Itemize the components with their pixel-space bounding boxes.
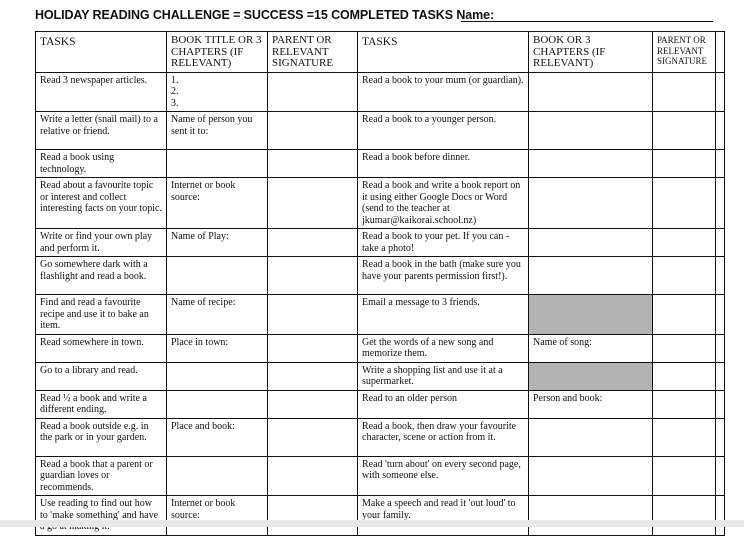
- task-right-cell: Read a book, then draw your favourite character, scene or action from it.: [358, 418, 529, 456]
- parent-signature-right-cell[interactable]: [653, 112, 716, 150]
- parent-signature-left-cell[interactable]: [268, 362, 358, 390]
- book-left-cell[interactable]: [167, 150, 268, 178]
- parent-signature-left-cell[interactable]: [268, 295, 358, 335]
- parent-signature-right-cell[interactable]: [653, 334, 716, 362]
- parent-signature-left-cell[interactable]: [268, 229, 358, 257]
- task-right-cell: Email a message to 3 friends.: [358, 295, 529, 335]
- book-left-cell[interactable]: [167, 390, 268, 418]
- bottom-scroll-edge: [0, 520, 744, 527]
- task-left-cell: Write a letter (snail mail) to a relative or friend.: [36, 112, 167, 150]
- task-left-cell: Read 3 newspaper articles.: [36, 72, 167, 112]
- extra-column-cell: [716, 112, 725, 150]
- column-header-parent-right: PARENT OR RELEVANT SIGNATURE: [653, 32, 716, 73]
- table-row: [36, 390, 725, 418]
- book-right-cell[interactable]: [529, 456, 653, 496]
- extra-column-cell: [716, 229, 725, 257]
- task-right-cell: Read 'turn about' on every second page, with someone else.: [358, 456, 529, 496]
- extra-column-cell: [716, 418, 725, 456]
- task-left-cell: Read a book using technology.: [36, 150, 167, 178]
- page-title: HOLIDAY READING CHALLENGE = SUCCESS =15 COMPLETED TASKS Name:: [35, 8, 495, 22]
- column-header-book-left: BOOK TITLE OR 3 CHAPTERS (IF RELEVANT): [167, 32, 268, 73]
- table-row: [36, 456, 725, 496]
- book-left-cell[interactable]: [167, 456, 268, 496]
- parent-signature-left-cell[interactable]: [268, 390, 358, 418]
- parent-signature-right-cell[interactable]: [653, 150, 716, 178]
- task-left-cell: Read a book that a parent or guardian loves or recommends.: [36, 456, 167, 496]
- book-left-cell[interactable]: 1. 2. 3.: [167, 72, 268, 112]
- parent-signature-left-cell[interactable]: [268, 178, 358, 229]
- book-right-cell[interactable]: [529, 229, 653, 257]
- book-right-cell[interactable]: Name of song:: [529, 334, 653, 362]
- parent-signature-left-cell[interactable]: [268, 112, 358, 150]
- task-right-cell: Read a book before dinner.: [358, 150, 529, 178]
- book-right-cell[interactable]: [529, 257, 653, 295]
- task-left-cell: Read about a favourite topic or interest and collect interesting facts on your topic.: [36, 178, 167, 229]
- extra-column-cell: [716, 390, 725, 418]
- parent-signature-left-cell[interactable]: [268, 418, 358, 456]
- task-right-cell: Read a book to your mum (or guardian).: [358, 72, 529, 112]
- table-row: [36, 72, 725, 112]
- parent-signature-left-cell[interactable]: [268, 456, 358, 496]
- task-left-cell: Use reading to find out how to 'make something' and have: [36, 496, 167, 536]
- parent-signature-right-cell[interactable]: [653, 72, 716, 112]
- extra-column-cell: [716, 257, 725, 295]
- book-left-cell[interactable]: Place and book:: [167, 418, 268, 456]
- column-header-tasks-right: TASKS: [358, 32, 529, 73]
- book-left-cell[interactable]: Internet or book source:: [167, 178, 268, 229]
- table-row: [36, 334, 725, 362]
- table-row: [36, 112, 725, 150]
- book-right-cell[interactable]: [529, 112, 653, 150]
- book-left-cell[interactable]: Name of Play:: [167, 229, 268, 257]
- task-right-cell: Make a speech and read it 'out loud' to your family.: [358, 496, 529, 536]
- book-left-cell[interactable]: [167, 257, 268, 295]
- extra-column-cell: [716, 456, 725, 496]
- table-row: [36, 257, 725, 295]
- parent-signature-left-cell[interactable]: [268, 150, 358, 178]
- book-right-cell[interactable]: [529, 418, 653, 456]
- parent-signature-left-cell[interactable]: [268, 72, 358, 112]
- task-left-cell: Read somewhere in town.: [36, 334, 167, 362]
- book-left-cell[interactable]: Name of recipe:: [167, 295, 268, 335]
- task-left-cell: Read ½ a book and write a different ending.: [36, 390, 167, 418]
- column-header-parent-left: PARENT OR RELEVANT SIGNATURE: [268, 32, 358, 73]
- extra-column-cell: [716, 362, 725, 390]
- table-row: [36, 150, 725, 178]
- task-right-cell: Read to an older person: [358, 390, 529, 418]
- book-right-cell[interactable]: [529, 72, 653, 112]
- extra-column-cell: [716, 334, 725, 362]
- task-left-cell: Go to a library and read.: [36, 362, 167, 390]
- parent-signature-right-cell[interactable]: [653, 390, 716, 418]
- task-right-cell: Write a shopping list and use it at a supermarket.: [358, 362, 529, 390]
- table-row: [36, 362, 725, 390]
- task-right-cell: Get the words of a new song and memorize them.: [358, 334, 529, 362]
- book-left-cell[interactable]: Name of person you sent it to:: [167, 112, 268, 150]
- extra-column-cell: [716, 496, 725, 536]
- task-right-cell: Read a book to your pet. If you can - take a photo!: [358, 229, 529, 257]
- name-field-line[interactable]: [461, 21, 713, 22]
- task-right-cell: Read a book to a younger person.: [358, 112, 529, 150]
- book-right-cell[interactable]: [529, 362, 653, 390]
- parent-signature-right-cell[interactable]: [653, 257, 716, 295]
- task-left-cell: Write or find your own play and perform it.: [36, 229, 167, 257]
- extra-column-cell: [716, 72, 725, 112]
- table-row: [36, 496, 725, 536]
- parent-signature-right-cell[interactable]: [653, 362, 716, 390]
- parent-signature-left-cell[interactable]: [268, 257, 358, 295]
- parent-signature-right-cell[interactable]: [653, 178, 716, 229]
- extra-column-cell: [716, 295, 725, 335]
- parent-signature-right-cell[interactable]: [653, 229, 716, 257]
- table-row: [36, 295, 725, 335]
- book-left-cell[interactable]: [167, 362, 268, 390]
- extra-column-cell: [716, 32, 725, 73]
- task-left-cell: Read a book outside e.g. in the park or in your garden.: [36, 418, 167, 456]
- extra-column-cell: [716, 150, 725, 178]
- extra-column-cell: [716, 178, 725, 229]
- table-row: [36, 418, 725, 456]
- parent-signature-right-cell[interactable]: [653, 496, 716, 536]
- column-header-book-right: BOOK OR 3 CHAPTERS (IF RELEVANT): [529, 32, 653, 73]
- header-row: [36, 32, 725, 73]
- table-row: [36, 229, 725, 257]
- book-left-cell[interactable]: Place in town:: [167, 334, 268, 362]
- task-left-cell: Go somewhere dark with a flashlight and read a book.: [36, 257, 167, 295]
- book-right-cell[interactable]: [529, 150, 653, 178]
- book-right-cell[interactable]: [529, 295, 653, 335]
- book-right-cell[interactable]: Person and book:: [529, 390, 653, 418]
- parent-signature-left-cell[interactable]: [268, 496, 358, 536]
- book-right-cell[interactable]: [529, 178, 653, 229]
- parent-signature-right-cell[interactable]: [653, 456, 716, 496]
- book-right-cell[interactable]: [529, 496, 653, 536]
- challenge-table: [35, 31, 725, 536]
- parent-signature-right-cell[interactable]: [653, 295, 716, 335]
- task-left-cell: Find and read a favourite recipe and use it to bake an item.: [36, 295, 167, 335]
- task-right-cell: Read a book in the bath (make sure you have your parents permission first!).: [358, 257, 529, 295]
- table-row: [36, 178, 725, 229]
- task-right-cell: Read a book and write a book report on it using either Google Docs or Word (send to the teacher at jkumar@kaikorai.school.nz): [358, 178, 529, 229]
- book-left-cell[interactable]: Internet or book source:: [167, 496, 268, 536]
- column-header-tasks-left: TASKS: [36, 32, 167, 73]
- parent-signature-right-cell[interactable]: [653, 418, 716, 456]
- parent-signature-left-cell[interactable]: [268, 334, 358, 362]
